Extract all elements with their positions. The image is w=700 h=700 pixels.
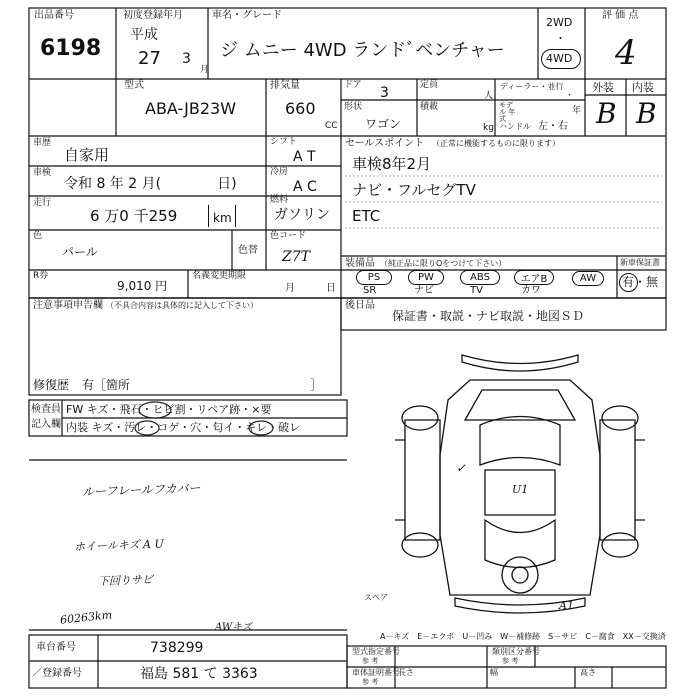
shape-label: 形状 <box>344 102 363 112</box>
damage-legend: A－キズ E－エクボ U－凹み W－補修跡 S－サビ C－腐食 XX－交換済 <box>380 632 666 641</box>
drive-2wd: 2WD <box>546 16 573 29</box>
displacement-unit: CC <box>325 121 338 131</box>
equip-ps: PS <box>356 270 392 285</box>
era: 平成 <box>130 27 158 43</box>
diagram-mark-a1: A1 <box>559 599 574 612</box>
type-designation-label: 型式指定番号 <box>352 647 400 656</box>
equip-aw: AW <box>572 271 604 286</box>
model-label: 型式 <box>124 80 144 91</box>
first-reg-label: 初度登録年月 <box>123 10 183 21</box>
length-label: 長さ <box>398 668 414 677</box>
capacity-unit: 人 <box>484 91 494 101</box>
lot-number: 6198 <box>40 36 102 61</box>
tax-day: 日 <box>326 283 336 294</box>
handle-value: 左・右 <box>538 121 568 132</box>
handle-label: ハンドル <box>499 122 531 131</box>
chassis-value: 738299 <box>150 640 204 656</box>
color-code-value: Z7T <box>282 249 310 265</box>
equip-navi: ナビ <box>414 285 434 296</box>
repair-history: 修復歴 <box>33 378 70 392</box>
color-value: パール <box>62 245 98 259</box>
after-items-value: 保証書・取説・ナビ取説・地図ＳＤ <box>392 309 585 323</box>
door-value: 3 <box>380 85 389 101</box>
recycle-value: 9,010 円 <box>117 279 168 293</box>
shift-label: シフト <box>270 137 298 147</box>
fuel-label: 燃料 <box>270 195 289 205</box>
hw-note-3: 下回りサビ <box>97 573 154 588</box>
shape-value: ワゴン <box>365 117 402 131</box>
reg-label: ／登録番号 <box>32 668 82 679</box>
notes-sublabel: （不具合内容は具体的に記入して下さい） <box>106 301 258 310</box>
year-unit: 年 <box>572 106 582 116</box>
interior-grade: B <box>636 97 657 130</box>
sales-point-1: 車検8年2月 <box>352 155 432 173</box>
equipment-note: （純正品に限りOをつけて下さい） <box>380 259 507 268</box>
classification-ref: 参 考 <box>502 657 519 665</box>
color-label: 色 <box>33 231 43 241</box>
car-grade-label: 車名・グレード <box>212 10 282 21</box>
inspector-label-1: 検査員 <box>31 404 61 415</box>
mileage-value: 6 万0 千259 <box>90 207 178 225</box>
repair-value: 有［箇所 ］ <box>82 378 323 392</box>
equipment-label: 装備品 <box>345 258 375 269</box>
hw-mileage: 60263km <box>59 608 113 627</box>
dealer-value: ・ <box>565 91 575 101</box>
lot-label: 出品番号 <box>34 10 74 21</box>
month-unit: 月 <box>200 65 210 75</box>
ac-value: A C <box>293 179 317 195</box>
dealer-label: ディーラー・並行 <box>500 82 564 91</box>
inspection-value: 令和 8 年 2 月( 日) <box>64 176 237 192</box>
model-value: ABA-JB23W <box>145 99 237 118</box>
inspector-row-2: 内装 キズ・汚レ・コゲ・穴・匂イ・キレ・破レ <box>66 421 301 434</box>
drive-dot: ・ <box>555 32 566 45</box>
sales-point-2: ナビ・フルセグTV <box>352 181 476 199</box>
load-unit: kg <box>483 123 494 133</box>
diagram-check-mark: ✓ <box>456 461 467 475</box>
history-label: 車歴 <box>33 138 52 148</box>
notes-label: 注意事項申告欄 <box>33 300 103 311</box>
fuel-value: ガソリン <box>274 207 330 223</box>
equip-abs: ABS <box>460 270 500 285</box>
body-cert-label: 車体証明番号 <box>352 668 400 677</box>
diagram-mark-u1: U1 <box>512 483 529 496</box>
interior-label: 内装 <box>632 81 654 94</box>
hw-aw-note: AWキズ <box>215 622 252 633</box>
tax-label: 名義変更期限 <box>192 271 247 281</box>
chassis-label: 車台番号 <box>36 642 76 653</box>
equip-sr: SR <box>363 285 377 296</box>
inspector-label-2: 記入欄 <box>31 419 61 430</box>
score-value: 4 <box>615 33 637 73</box>
displacement-label: 排気量 <box>270 80 300 91</box>
inspection-label: 車検 <box>33 168 52 178</box>
new-car-book-label: 新車保証書 <box>620 258 660 267</box>
model-year-label: モデル 年式 <box>499 101 516 123</box>
equip-tv: TV <box>470 285 483 296</box>
tax-month: 月 <box>285 283 295 294</box>
new-car-book-value: 有・無 <box>622 275 659 289</box>
sales-points-label: セールスポイント <box>345 138 425 149</box>
body-cert-ref: 参 考 <box>362 678 379 686</box>
history-value: 自家用 <box>64 146 110 164</box>
reg-month: 3 <box>182 51 191 67</box>
color-code-label: 色コード <box>270 231 307 241</box>
shift-value: A T <box>293 149 316 165</box>
drive-4wd: 4WD <box>546 52 573 65</box>
height-label: 高さ <box>580 668 596 677</box>
displacement-value: 660 <box>285 99 316 118</box>
mileage-label: 走行 <box>33 198 52 208</box>
exterior-label: 外装 <box>592 81 614 94</box>
hw-note-1: ルーフレールフカバー <box>81 480 201 500</box>
equip-pw: PW <box>408 270 444 285</box>
type-designation-ref: 参 考 <box>362 657 379 665</box>
equip-airbag: エアB <box>514 270 554 285</box>
sales-points-note: （正常に機能するものに限ります） <box>432 139 560 148</box>
equip-leather: カワ <box>521 285 541 296</box>
classification-label: 類別区分番号 <box>492 647 540 656</box>
load-label: 積載 <box>420 102 439 112</box>
ac-label: 冷房 <box>270 167 289 177</box>
reg-value: 福島 581 て 3363 <box>140 666 258 682</box>
spare-label: スペア <box>364 593 388 602</box>
hw-note-2: ホイールキズ A U <box>73 537 164 554</box>
door-label: ドア <box>344 80 362 90</box>
reg-year: 27 <box>138 48 161 69</box>
score-label: 評 価 点 <box>602 10 639 21</box>
paint-change-label: 色替 <box>238 245 258 256</box>
recycle-label: R券 <box>33 271 49 281</box>
mileage-unit: km <box>213 211 232 225</box>
after-items-label: 後日品 <box>345 300 375 311</box>
sales-point-3: ETC <box>352 207 381 225</box>
car-name: ジ ムニー 4WD ランドﾞベンチャー <box>220 40 505 61</box>
width-label: 幅 <box>490 668 498 677</box>
capacity-label: 定員 <box>420 80 439 90</box>
inspector-row-1: FW キズ・飛石・ヒビ割・リペア跡・×要 <box>66 403 272 416</box>
exterior-grade: B <box>596 97 617 130</box>
